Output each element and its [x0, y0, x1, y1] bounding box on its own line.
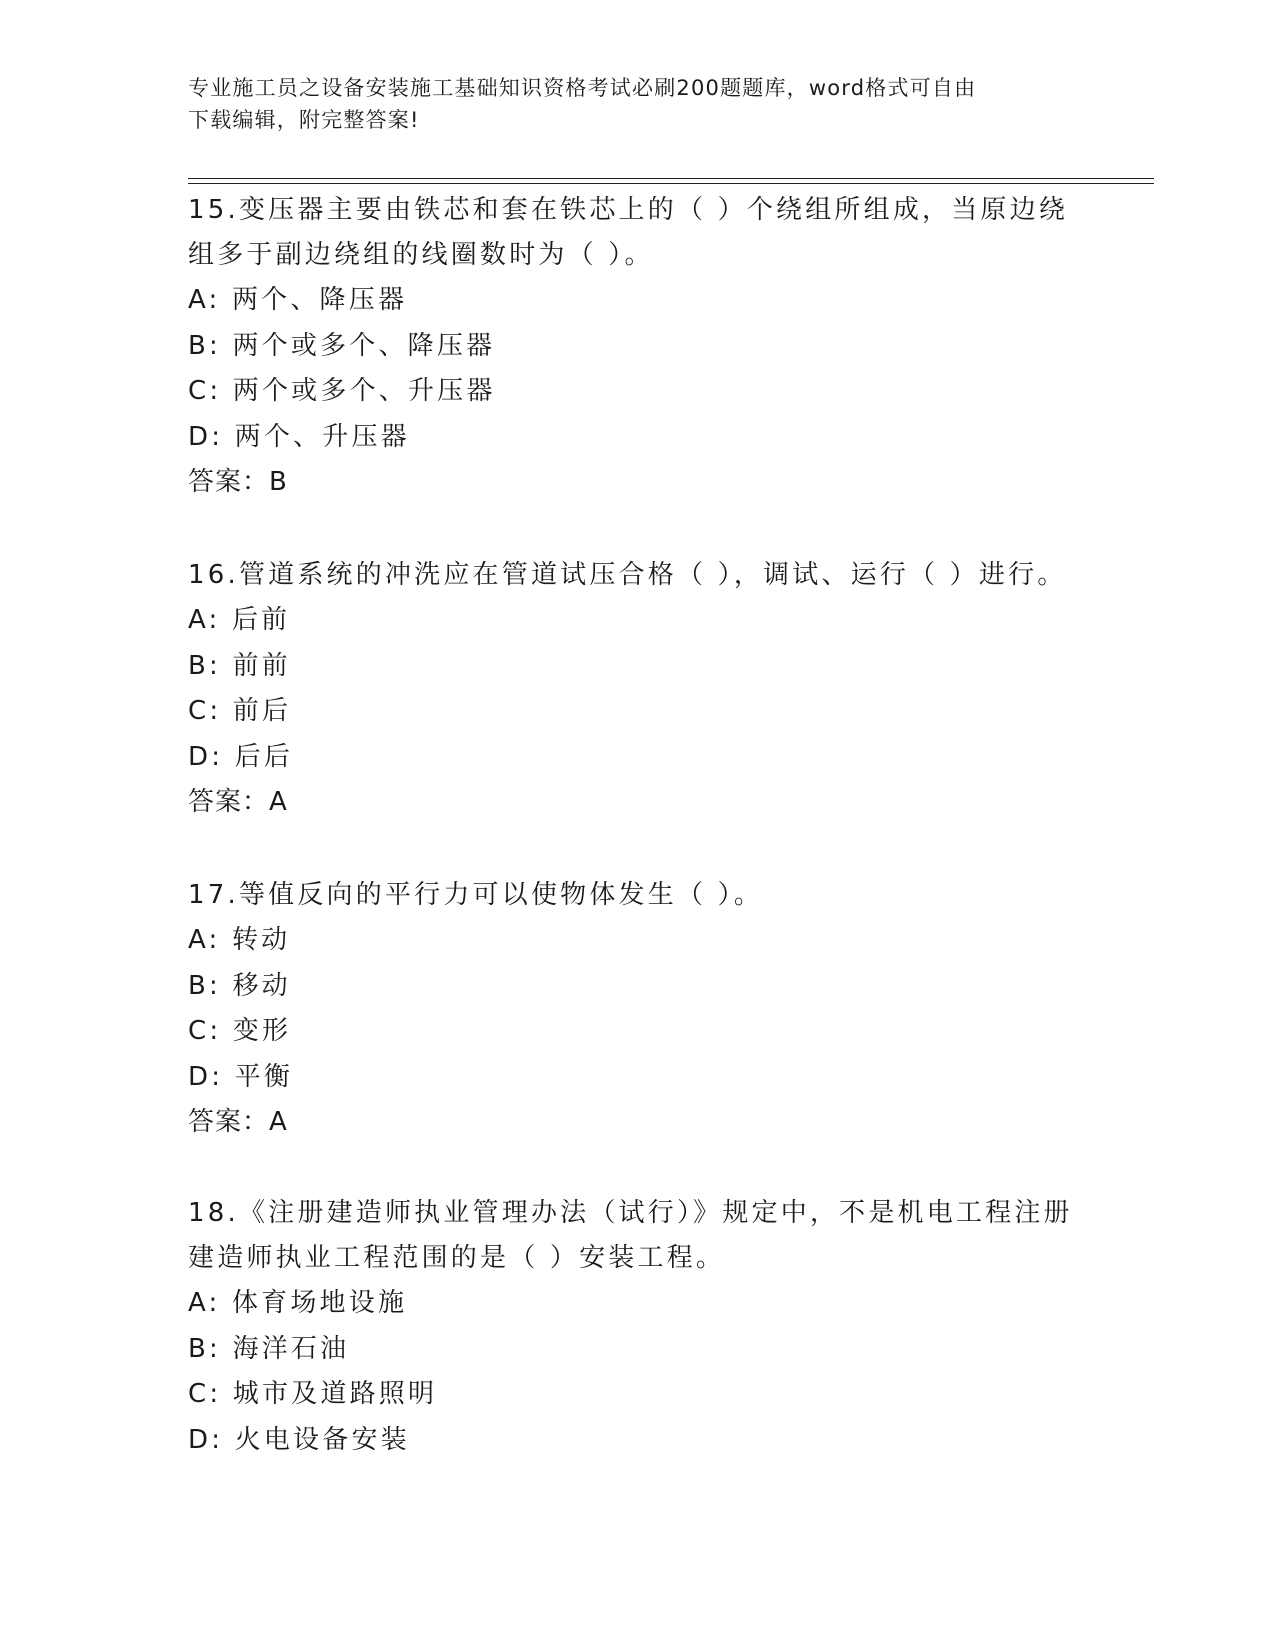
header-divider-bottom	[188, 183, 1154, 184]
option-b: B: 海洋石油	[188, 1333, 350, 1364]
question-stem-continued: 组多于副边绕组的线圈数时为（ ）。	[188, 240, 654, 270]
question-15	[188, 188, 1088, 505]
question-stem: 18.《注册建造师执业管理办法（试行）》规定中，不是机电工程注册	[188, 1198, 1073, 1228]
header-line-2: 下载编辑，附完整答案!	[188, 108, 420, 132]
option-d: D: 两个、升压器	[188, 421, 410, 452]
option-c: C: 变形	[188, 1016, 292, 1046]
question-stem: 17.等值反向的平行力可以使物体发生（ ）。	[188, 880, 764, 910]
answer: 答案：B	[188, 467, 288, 497]
option-c: C: 两个或多个、升压器	[188, 376, 496, 406]
option-a: A: 转动	[188, 925, 291, 955]
question-stem: 16.管道系统的冲洗应在管道试压合格（ ），调试、运行（ ）进行。	[188, 560, 1067, 590]
option-b: B: 两个或多个、降压器	[188, 330, 496, 361]
document-header	[188, 72, 1088, 136]
option-b: B: 前前	[188, 650, 291, 681]
answer: 答案：A	[188, 1107, 288, 1137]
question-17	[188, 873, 1088, 1145]
header-divider-top	[188, 178, 1154, 179]
question-stem-continued: 建造师执业工程范围的是（ ）安装工程。	[188, 1243, 726, 1273]
option-a: A: 体育场地设施	[188, 1288, 408, 1318]
question-16	[188, 553, 1088, 825]
answer: 答案：A	[188, 787, 288, 817]
option-d: D: 平衡	[188, 1061, 294, 1092]
header-line-1: 专业施工员之设备安装施工基础知识资格考试必刷200题题库，word格式可自由	[188, 76, 977, 100]
option-c: C: 城市及道路照明	[188, 1379, 438, 1409]
question-18	[188, 1191, 1088, 1463]
option-a: A: 两个、降压器	[188, 285, 408, 315]
option-b: B: 移动	[188, 970, 291, 1001]
option-a: A: 后前	[188, 605, 291, 635]
question-stem: 15.变压器主要由铁芯和套在铁芯上的（ ）个绕组所组成，当原边绕	[188, 195, 1069, 225]
option-c: C: 前后	[188, 696, 292, 726]
option-d: D: 后后	[188, 741, 294, 772]
option-d: D: 火电设备安装	[188, 1424, 410, 1455]
